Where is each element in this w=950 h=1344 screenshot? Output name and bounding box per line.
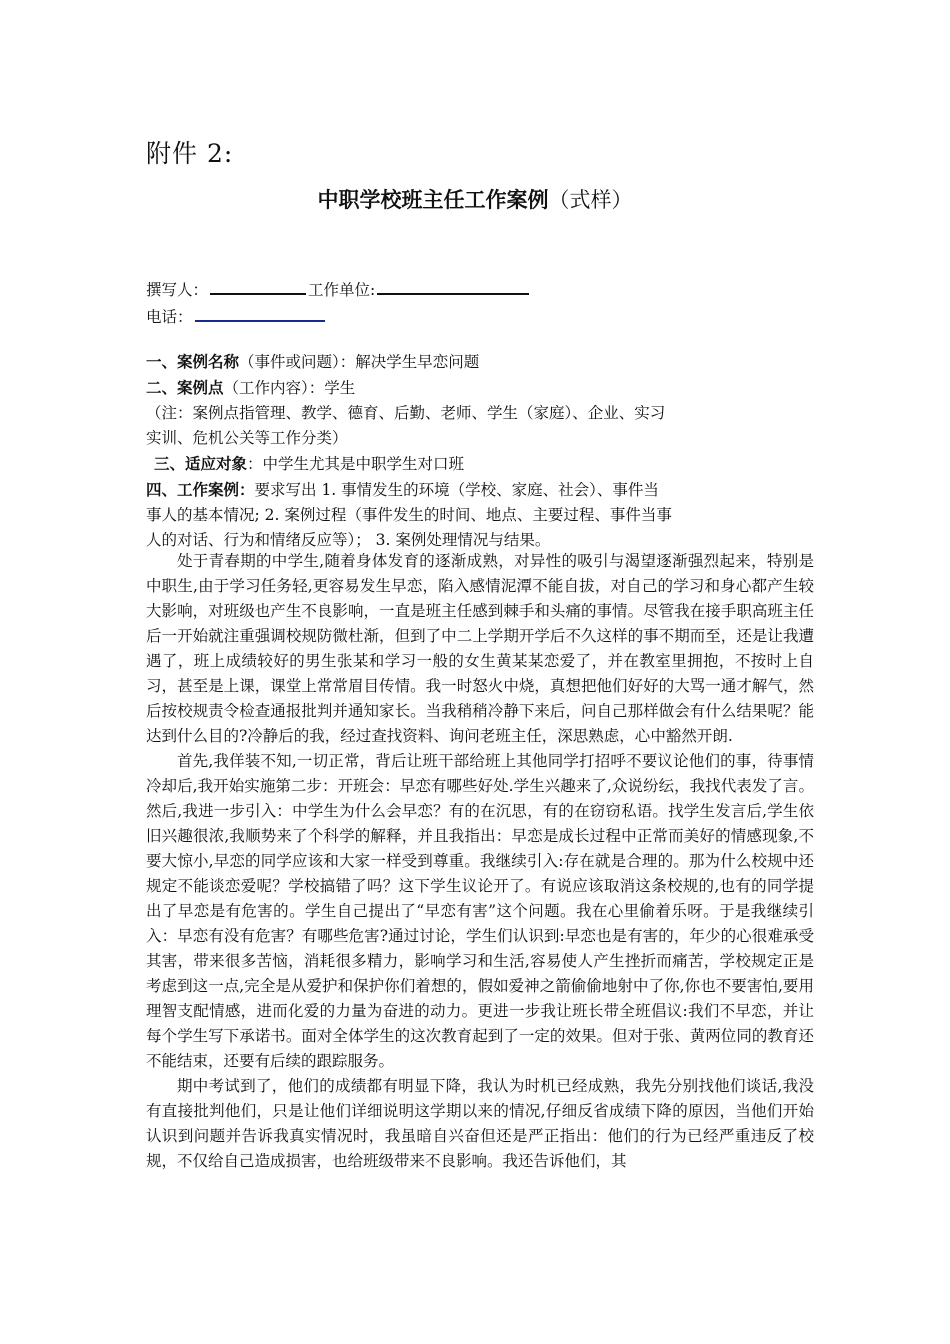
unit-blank — [377, 292, 529, 295]
writer-label: 撰写人： — [146, 281, 209, 299]
attachment-label: 附件 2: — [146, 139, 234, 168]
writer-line — [146, 278, 531, 300]
writer-blank — [210, 292, 306, 295]
title-main: 中职学校班主任工作案例 — [317, 187, 549, 212]
title-paren: （式样） — [548, 188, 633, 212]
phone-label: 电话： — [146, 308, 193, 326]
section-work-case-line-3: 人的对话、行为和情绪反应等）； 3. 案例处理情况与结果。 — [146, 531, 551, 549]
section-work-case: 四、工作案例：要求写出 1. 事情发生的环境（学校、家庭、社会）、事件当 — [146, 480, 659, 499]
paragraph-3: 期中考试到了，他们的成绩都有明显下降，我认为时机已经成熟，我先分别找他们谈话,我没有直接批判他们，只是让他们详细说明这学期以来的情况,仔细反省成绩下降的原因，当他们开始认识到问题并告诉我真实情况时，我虽暗自兴奋但还是严正指出：他们的行为已经严重违反了校规，不仅给自己造成损害，也给班级带来不良影响。我还告诉他们，其 — [146, 1077, 814, 1170]
section-target: 三、适应对象：中学生尤其是中职学生对口班 — [154, 454, 465, 473]
paragraph-1: 处于青春期的中学生,随着身体发育的逐渐成熟，对异性的吸引与渴望逐渐强烈起来，特别是中职生,由于学习任务轻,更容易发生早恋，陷入感情泥潭不能自拔，对自己的学习和身心都产生较大影响，对班级也产生不良影响，一直是班主任感到棘手和头痛的事情。尽管我在接手职高班主任后一开始就注重强调校规防微杜渐，但到了中二上学期开学后不久这样的事不期而至，还是让我遭遇了，班上成绩较好的男生张某和学习一般的女生黄某某恋爱了，并在教室里拥抱，不按时上自习，甚至是上课，课堂上常常眉目传情。我一时怒火中烧，真想把他们好好的大骂一通才解气，然后按校规责令检查通报批判并通知家长。当我稍稍冷静下来后，问自己那样做会有什么结果呢？能达到什么目的?冷静后的我，经过查找资料、询问老班主任，深思熟虑，心中豁然开朗. — [146, 552, 814, 745]
section-work-case-line-2: 事人的基本情况; 2. 案例过程（事件发生的时间、地点、主要过程、事件当事 — [146, 506, 672, 524]
note-line-1: （注：案例点指管理、教学、德育、后勤、老师、学生（家庭）、企业、实习 — [146, 404, 666, 422]
phone-blank — [195, 319, 325, 322]
paragraph-2: 首先,我佯装不知,一切正常，背后让班干部给班上其他同学打招呼不要议论他们的事，待事情冷却后,我开始实施第二步：开班会：早恋有哪些好处.学生兴趣来了,众说纷纭，我找代表发了言。然后,我进一步引入：中学生为什么会早恋？有的在沉思，有的在窃窃私语。找学生发言后,学生依旧兴趣很浓,我顺势来了个科学的解释，并且我指出：早恋是成长过程中正常而美好的情感现象,不要大惊小,早恋的同学应该和大家一样受到尊重。我继续引入:存在就是合理的。那为什么校规中还规定不能谈恋爱呢？学校搞错了吗？这下学生议论开了。有说应该取消这条校规的,也有的同学提出了早恋是有危害的。学生自己提出了“早恋有害”这个问题。我在心里偷着乐呀。于是我继续引入：早恋有没有危害？有哪些危害?通过讨论，学生们认识到:早恋也是有害的，年少的心很难承受其害，带来很多苦恼，消耗很多精力，影响学习和生活,容易使人产生挫折而痛苦，学校规定正是考虑到这一点,完全是从爱护和保护你们着想的，假如爱神之箭偷偷地射中了你,你也不要害怕,要用理智支配情感，进而化爱的力量为奋进的动力。更进一步我让班长带全班倡议:我们不早恋，并让每个学生写下承诺书。面对全体学生的这次教育起到了一定的效果。但对于张、黄两位同的教育还不能结束，还要有后续的跟踪服务。 — [146, 752, 814, 1070]
section-case-point: 二、案例点（工作内容）：学生 — [146, 378, 356, 397]
sections-block — [146, 349, 814, 553]
phone-line — [146, 305, 327, 327]
note-line-2: 实训、危机公关等工作分类） — [146, 429, 348, 447]
document-title — [0, 184, 950, 214]
section-case-name: 一、案例名称（事件或问题）：解决学生早恋问题 — [146, 352, 480, 371]
unit-label: 工作单位: — [308, 281, 376, 299]
body-text — [146, 549, 814, 1174]
